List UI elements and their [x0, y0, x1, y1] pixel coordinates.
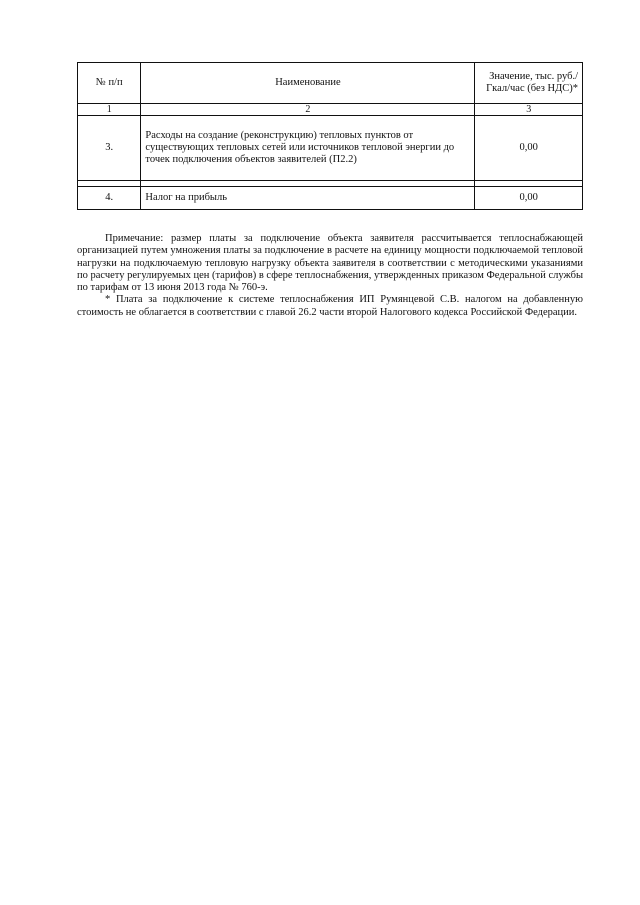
header-num: № п/п	[78, 63, 141, 104]
table-row	[78, 116, 583, 181]
note-calculation: Примечание: размер платы за подключение объекта заявителя рассчитывается теплоснабжающей организацией путем умножения платы за подключение в расчете на единицу мощности подключаемой тепловой нагрузки на подключаемую тепловую нагрузку объекта заявителя в соответствии с методическими указаниями по расчету регулируемых цен (тарифов) в сфере теплоснабжения, утвержденных приказом Федеральной службы по тарифам от 13 июня 2013 года № 760-э.	[77, 233, 584, 294]
connection-fee-table	[77, 62, 583, 210]
row-name: Налог на прибыль	[141, 187, 475, 210]
row-num: 4.	[78, 187, 141, 210]
row-num: 3.	[78, 116, 141, 181]
column-index-2: 2	[141, 104, 475, 116]
column-index-3: 3	[475, 104, 583, 116]
column-index-row	[78, 104, 583, 116]
table-row	[78, 187, 583, 210]
table-header-row	[78, 63, 583, 104]
column-index-1: 1	[78, 104, 141, 116]
header-value: Значение, тыс. руб./Гкал/час (без НДС)*	[475, 63, 583, 104]
note-vat: * Плата за подключение к системе теплоснабжения ИП Румянцевой С.В. налогом на добавленную стоимость не облагается в соответствии с главой 26.2 части второй Налогового кодекса Российской Федерации.	[77, 294, 583, 318]
row-value: 0,00	[475, 187, 583, 210]
notes-section	[77, 233, 583, 319]
header-name: Наименование	[141, 63, 475, 104]
row-name: Расходы на создание (реконструкцию) тепловых пунктов от существующих тепловых сетей или источников тепловой энергии до точек подключения объектов заявителей (П2.2)	[141, 116, 475, 181]
row-value: 0,00	[475, 116, 583, 181]
